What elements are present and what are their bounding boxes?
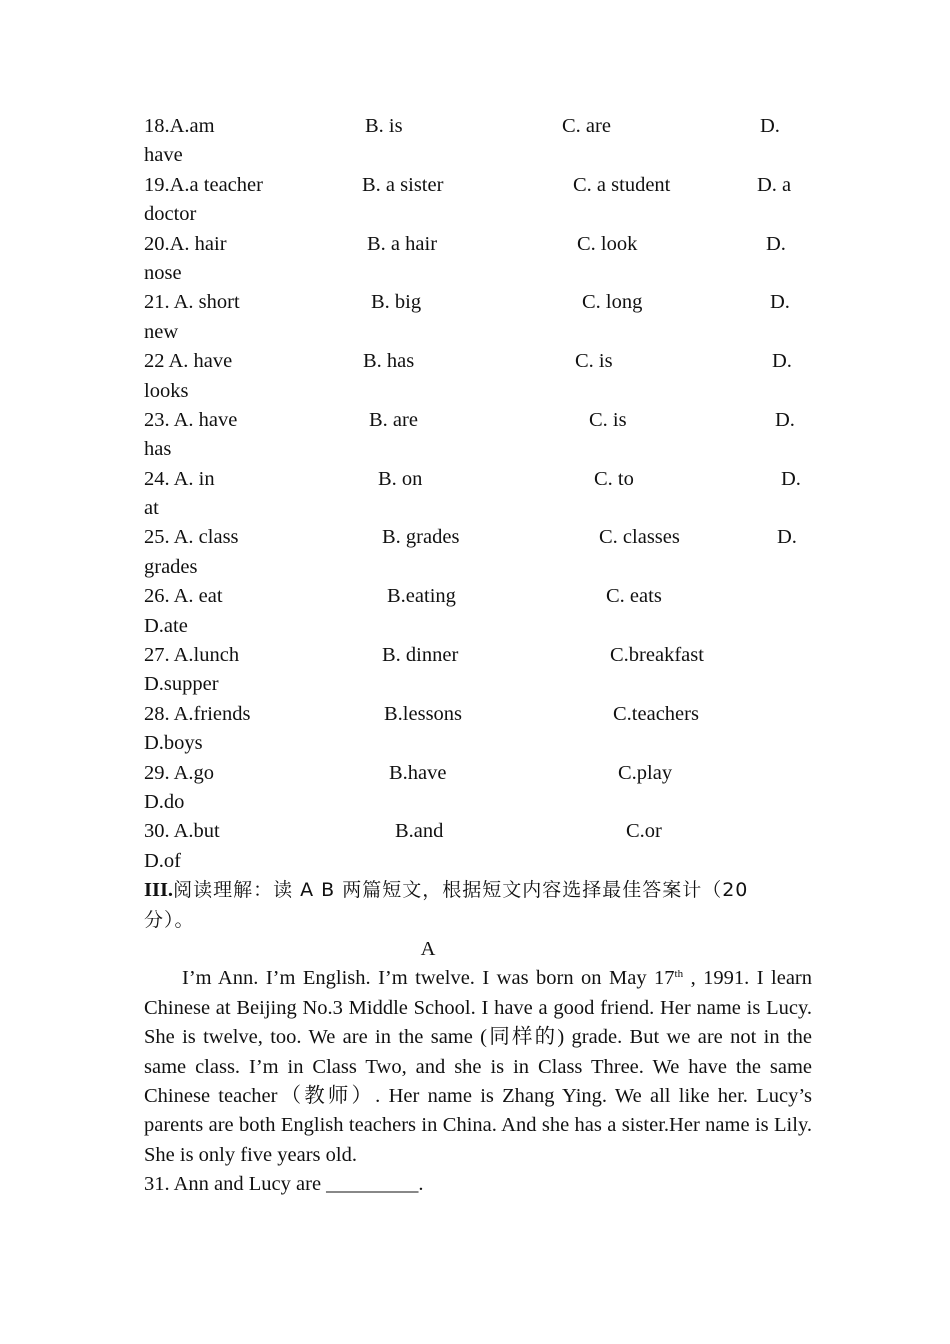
option-d-prefix: D. — [775, 408, 795, 431]
option-d-word: looks — [144, 379, 189, 402]
option-b: B. big — [371, 291, 422, 314]
option-row — [144, 641, 812, 670]
passage-title: A — [420, 937, 436, 960]
option-d-word: D.supper — [144, 673, 219, 696]
option-d-prefix: D. a — [757, 173, 792, 196]
option-b: B.lessons — [384, 702, 463, 725]
option-d-word: D.ate — [144, 614, 188, 637]
option-row — [144, 523, 812, 552]
passage-part-2: , 1991. I learn Chinese at Beijing No.3 Middle School. I have a good friend. Her name is Lucy. She is twelve, too. We are in the same (同样的) grade. But we are not in the same class. I’m in Class Two, and she is in Class Three. We have the same Chinese teacher（教师）. Her name is Zhang Ying. We all like her. Lucy’s parents are both English teachers in China. And she has a sister.Her name is Lily. She is only five years old. — [144, 967, 812, 1166]
document-page — [144, 112, 812, 1200]
option-a: 28. A.friends — [144, 702, 251, 725]
option-row — [144, 465, 812, 494]
option-c: C. is — [575, 350, 613, 373]
option-d-prefix: D. — [781, 467, 801, 490]
passage-text — [144, 964, 812, 1170]
option-row — [144, 406, 812, 435]
option-b: B. dinner — [382, 644, 459, 667]
option-d-word: D.boys — [144, 732, 203, 755]
option-b: B.have — [389, 761, 447, 784]
option-c: C. are — [562, 115, 611, 137]
option-c: C. classes — [599, 526, 680, 549]
option-b: B. a hair — [367, 232, 438, 255]
option-c: C. look — [577, 232, 638, 255]
option-a: 25. A. class — [144, 526, 239, 549]
option-b: B. a sister — [362, 173, 444, 196]
option-d-word: D.do — [144, 790, 185, 813]
option-d-prefix: D. — [777, 526, 797, 549]
option-list — [144, 112, 812, 876]
section-instruction-cont: 分）。 — [144, 908, 195, 931]
option-a: 29. A.go — [144, 761, 215, 784]
option-a: 22 A. have — [144, 350, 233, 373]
option-c: C. a student — [573, 173, 671, 196]
option-b: B. grades — [382, 526, 460, 549]
option-c: C. to — [594, 467, 634, 490]
option-row — [144, 817, 812, 846]
option-d-word: have — [144, 144, 183, 167]
option-b: B.and — [395, 820, 444, 843]
option-a: 26. A. eat — [144, 585, 223, 608]
option-b: B. are — [369, 408, 418, 431]
option-b: B. has — [363, 350, 415, 373]
option-c: C. long — [582, 291, 643, 314]
option-d-prefix: D. — [766, 232, 786, 255]
option-d-word: nose — [144, 261, 182, 284]
passage-part-1: I’m Ann. I’m English. I’m twelve. I was born on May 17 — [182, 967, 675, 990]
option-d-prefix: D. — [770, 291, 790, 314]
option-c: C.play — [618, 761, 673, 784]
section-label: III. — [144, 879, 174, 902]
option-a: 19.A.a teacher — [144, 173, 263, 196]
option-row — [144, 759, 812, 788]
option-b: B. is — [365, 115, 403, 137]
option-c: C. is — [589, 408, 627, 431]
option-d-word: at — [144, 497, 159, 520]
option-row — [144, 347, 812, 376]
option-d-word: doctor — [144, 203, 197, 226]
option-a: 18.A.am — [144, 115, 215, 137]
question-31: 31. Ann and Lucy are _________. — [144, 1173, 424, 1196]
option-d-word: new — [144, 320, 179, 343]
option-row — [144, 582, 812, 611]
option-c: C.teachers — [613, 702, 699, 725]
option-d-prefix: D. — [760, 115, 780, 137]
option-a: 27. A.lunch — [144, 644, 240, 667]
option-c: C. eats — [606, 585, 662, 608]
option-b: B. on — [378, 467, 423, 490]
option-d-word: grades — [144, 555, 198, 578]
option-a: 30. A.but — [144, 820, 220, 843]
option-row — [144, 288, 812, 317]
option-a: 20.A. hair — [144, 232, 227, 255]
option-row — [144, 230, 812, 259]
option-row — [144, 700, 812, 729]
section-heading — [144, 876, 812, 935]
option-d-word: has — [144, 438, 172, 461]
option-a: 23. A. have — [144, 408, 238, 431]
option-d-word: D.of — [144, 849, 182, 872]
option-b: B.eating — [387, 585, 456, 608]
option-row — [144, 112, 812, 141]
option-d-prefix: D. — [772, 350, 792, 373]
passage-superscript: th — [674, 968, 684, 981]
option-row — [144, 171, 812, 200]
option-c: C.or — [626, 820, 662, 843]
option-c: C.breakfast — [610, 644, 704, 667]
section-instruction: 阅读理解：读 A B 两篇短文，根据短文内容选择最佳答案计（20 — [173, 879, 749, 902]
option-a: 21. A. short — [144, 291, 240, 314]
option-a: 24. A. in — [144, 467, 215, 490]
